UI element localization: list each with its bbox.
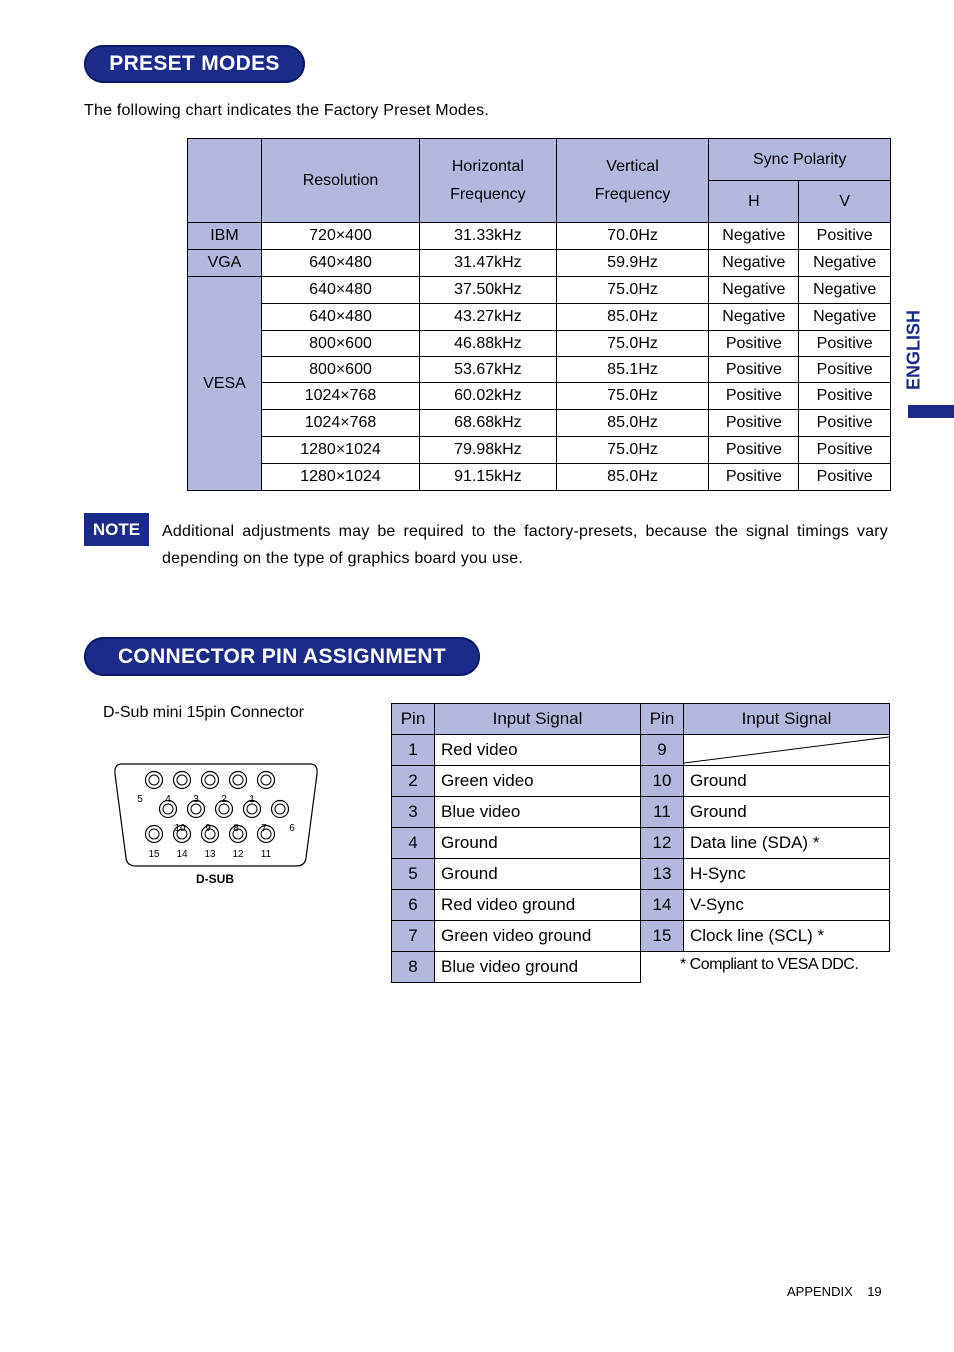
pin-number: 1 (392, 735, 435, 766)
sync-h-cell: Negative (709, 250, 799, 277)
pin-signal: Ground (684, 797, 890, 828)
preset-row (188, 331, 891, 357)
pin-number: 8 (392, 952, 435, 983)
pin-signal: Blue video ground (435, 952, 641, 983)
pin-hole-inner (261, 775, 271, 785)
vfreq-cell: 75.0Hz (556, 331, 709, 357)
signal-header-right: Input Signal (684, 704, 890, 735)
preset-row (188, 277, 891, 304)
pin-number: 6 (392, 890, 435, 921)
hfreq-cell: 68.68kHz (420, 410, 557, 437)
note-text: Additional adjustments may be required to the factory-presets, because the signal timings vary depending on the type of graphics board you use. (162, 523, 888, 567)
pin-hole-inner (177, 775, 187, 785)
pin-number: 12 (641, 828, 684, 859)
preset-row (188, 410, 891, 437)
intro-text: The following chart indicates the Factory Preset Modes. (84, 102, 489, 119)
mode-header-cell (188, 139, 262, 223)
pin-label: 8 (233, 823, 239, 834)
preset-row (188, 357, 891, 383)
preset-row (188, 383, 891, 410)
pin-signal: Green video ground (435, 921, 641, 952)
unused-slash (684, 735, 889, 765)
connector-heading: CONNECTOR PIN ASSIGNMENT (84, 637, 480, 676)
language-tab-marker (908, 405, 954, 418)
dsub-connector-diagram (112, 762, 322, 872)
vfreq-cell: 85.0Hz (556, 410, 709, 437)
pin-row (392, 828, 890, 859)
pin-label: 3 (193, 794, 199, 805)
sync-v-cell: Positive (799, 437, 891, 464)
sync-h-cell: Negative (709, 304, 799, 331)
pin-label: 13 (204, 849, 216, 860)
sync-h-cell: Positive (709, 357, 799, 383)
preset-modes-heading: PRESET MODES (84, 45, 305, 83)
pin-signal: H-Sync (684, 859, 890, 890)
pin-label: 11 (260, 849, 272, 860)
pin-assignment-table (391, 703, 890, 983)
pin-signal-unused (684, 735, 890, 766)
pin-label: 7 (261, 823, 267, 834)
sync-h-cell: Positive (709, 437, 799, 464)
vfreq-cell: 85.1Hz (556, 357, 709, 383)
pin-number: 13 (641, 859, 684, 890)
sync-h-header: H (709, 181, 799, 223)
pin-signal: Green video (435, 766, 641, 797)
language-tab-label: ENGLISH (903, 310, 924, 391)
preset-row (188, 304, 891, 331)
footer-section: APPENDIX (787, 1284, 853, 1299)
pin-hole (272, 801, 289, 818)
pin-hole (258, 772, 275, 789)
pin-label: 12 (232, 849, 244, 860)
hfreq-cell: 60.02kHz (420, 383, 557, 410)
sync-polarity-header: Sync Polarity (709, 139, 891, 181)
vfreq-cell: 75.0Hz (556, 277, 709, 304)
resolution-cell: 1280×1024 (261, 437, 419, 464)
hfreq-cell: 53.67kHz (420, 357, 557, 383)
pin-row (392, 735, 890, 766)
hfreq-header: Horizontal Frequency (420, 139, 557, 223)
preset-row (188, 464, 891, 491)
sync-v-cell: Positive (799, 410, 891, 437)
vfreq-cell: 70.0Hz (556, 223, 709, 250)
preset-row (188, 437, 891, 464)
mode-ibm: IBM (188, 223, 262, 250)
vfreq-cell: 75.0Hz (556, 437, 709, 464)
pin-row (392, 859, 890, 890)
pin-hole-inner (191, 804, 201, 814)
pin-number: 7 (392, 921, 435, 952)
hfreq-cell: 43.27kHz (420, 304, 557, 331)
hfreq-cell: 79.98kHz (420, 437, 557, 464)
sync-v-cell: Positive (799, 464, 891, 491)
resolution-cell: 640×480 (261, 277, 419, 304)
sync-h-cell: Positive (709, 464, 799, 491)
pin-number: 11 (641, 797, 684, 828)
vfreq-cell: 59.9Hz (556, 250, 709, 277)
resolution-cell: 1024×768 (261, 383, 419, 410)
pin-number: 3 (392, 797, 435, 828)
sync-v-cell: Negative (799, 277, 891, 304)
page-number: 19 (867, 1284, 882, 1299)
pin-signal: Data line (SDA) * (684, 828, 890, 859)
pin-number: 14 (641, 890, 684, 921)
hfreq-cell: 91.15kHz (420, 464, 557, 491)
pin-label: 6 (289, 823, 295, 834)
pin-number: 10 (641, 766, 684, 797)
pin-label: 9 (205, 823, 211, 834)
hfreq-cell: 31.47kHz (420, 250, 557, 277)
resolution-cell: 800×600 (261, 331, 419, 357)
pin-hole (174, 772, 191, 789)
pin-label: 10 (174, 823, 186, 834)
resolution-cell: 800×600 (261, 357, 419, 383)
pin-hole-inner (219, 804, 229, 814)
ddc-footnote: * Compliant to VESA DDC. (680, 956, 859, 973)
pin-signal: Clock line (SCL) * (684, 921, 890, 952)
preset-row (188, 223, 891, 250)
pin-signal: V-Sync (684, 890, 890, 921)
sync-v-cell: Positive (799, 357, 891, 383)
signal-header-left: Input Signal (435, 704, 641, 735)
pin-row (392, 921, 890, 952)
connector-caption: D-SUB (196, 872, 234, 886)
pin-number: 15 (641, 921, 684, 952)
sync-h-cell: Positive (709, 331, 799, 357)
sync-h-cell: Positive (709, 383, 799, 410)
note-badge: NOTE (84, 513, 149, 546)
sync-h-cell: Negative (709, 277, 799, 304)
pin-signal: Ground (435, 859, 641, 890)
pin-label: 4 (165, 794, 171, 805)
page-footer (787, 1284, 882, 1299)
pin-header-right: Pin (641, 704, 684, 735)
pin-hole-inner (247, 804, 257, 814)
connector-label: D-Sub mini 15pin Connector (103, 704, 304, 721)
pin-hole-inner (149, 775, 159, 785)
pin-hole (230, 772, 247, 789)
pin-number: 5 (392, 859, 435, 890)
pin-signal: Red video (435, 735, 641, 766)
pin-number: 4 (392, 828, 435, 859)
pin-label: 2 (221, 794, 227, 805)
pin-number: 9 (641, 735, 684, 766)
sync-v-header: V (799, 181, 891, 223)
vfreq-cell: 75.0Hz (556, 383, 709, 410)
sync-v-cell: Negative (799, 304, 891, 331)
vfreq-cell: 85.0Hz (556, 464, 709, 491)
preset-modes-table (187, 138, 891, 491)
pin-label: 5 (137, 794, 143, 805)
pin-number: 2 (392, 766, 435, 797)
hfreq-cell: 46.88kHz (420, 331, 557, 357)
sync-h-cell: Positive (709, 410, 799, 437)
pin-hole-inner (275, 804, 285, 814)
pin-signal: Blue video (435, 797, 641, 828)
pin-signal: Red video ground (435, 890, 641, 921)
pin-row (392, 797, 890, 828)
pin-hole-inner (205, 775, 215, 785)
resolution-cell: 720×400 (261, 223, 419, 250)
pin-header-left: Pin (392, 704, 435, 735)
pin-hole (202, 772, 219, 789)
hfreq-cell: 37.50kHz (420, 277, 557, 304)
pin-hole (146, 772, 163, 789)
pin-signal: Ground (435, 828, 641, 859)
pin-label: 15 (148, 849, 160, 860)
pin-signal: Ground (684, 766, 890, 797)
hfreq-cell: 31.33kHz (420, 223, 557, 250)
pin-row (392, 890, 890, 921)
sync-v-cell: Negative (799, 250, 891, 277)
preset-row (188, 250, 891, 277)
vfreq-cell: 85.0Hz (556, 304, 709, 331)
pin-hole (146, 826, 163, 843)
sync-v-cell: Positive (799, 383, 891, 410)
resolution-cell: 640×480 (261, 250, 419, 277)
resolution-cell: 1024×768 (261, 410, 419, 437)
pin-label: 1 (249, 794, 255, 805)
pin-hole-inner (149, 829, 159, 839)
vfreq-header: Vertical Frequency (556, 139, 709, 223)
pin-hole-inner (163, 804, 173, 814)
resolution-cell: 640×480 (261, 304, 419, 331)
resolution-cell: 1280×1024 (261, 464, 419, 491)
pin-row (392, 766, 890, 797)
sync-v-cell: Positive (799, 223, 891, 250)
sync-v-cell: Positive (799, 331, 891, 357)
pin-hole-inner (233, 775, 243, 785)
sync-h-cell: Negative (709, 223, 799, 250)
pin-label: 14 (176, 849, 188, 860)
resolution-header: Resolution (261, 139, 419, 223)
mode-vga: VGA (188, 250, 262, 277)
mode-vesa: VESA (188, 277, 262, 491)
